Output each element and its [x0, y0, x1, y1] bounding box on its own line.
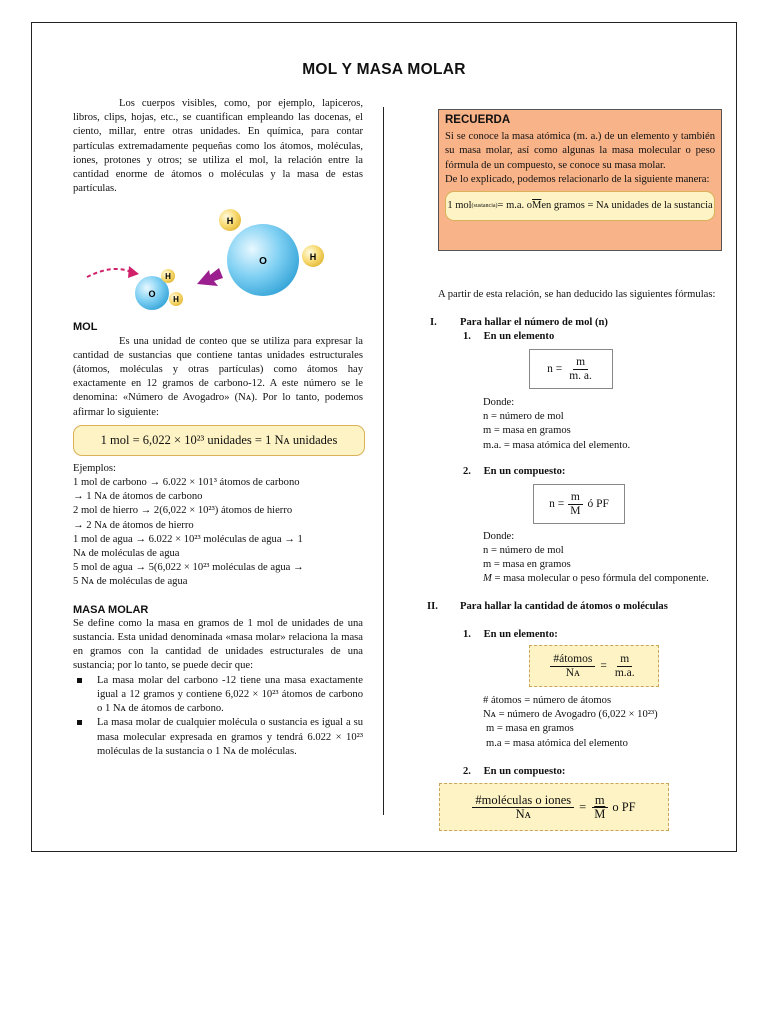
hydrogen-small-label-2: H	[173, 295, 179, 305]
water-molecule-figure	[73, 202, 363, 314]
molecule-illustration	[73, 202, 363, 314]
bullet-item: La masa molar del carbono -12 tiene una masa exactamente igual a 12 gramos y contiene 6,022 × 10²³ átomos de carbono o 1 Nᴀ de átomos de carbono.	[73, 674, 363, 717]
s1-compound-definitions: Donde: n = número de mol m = masa en gramos	[483, 531, 571, 571]
recuerda-box	[438, 109, 722, 251]
hydrogen-large-label-2: H	[309, 252, 317, 263]
example-line: 5 Nᴀ de moléculas de agua	[73, 576, 188, 588]
mol-paragraph: Es una unidad de conteo que se utiliza para expresar la cantidad de sustancias que contiene tantas unidades estructurales (átomos, moléculas y otras partículas) como átomos hay exactamente en 12 gramos de carbono-12. A este número se le denomina: «Número de Avogadro» (Nᴀ). Por lo tanto, podemos afirmar lo siguiente:	[73, 335, 363, 418]
s2-compound-heading: 2. En un compuesto:	[463, 766, 566, 777]
column-divider	[383, 107, 384, 815]
avogadro-formula-box	[73, 425, 365, 456]
ejemplos-label: Ejemplos:	[73, 462, 116, 474]
example-line: 2 mol de hierro → 2(6,022 × 10²³) átomos de hierro	[73, 505, 293, 517]
s1-element-heading: 1. En un elemento	[463, 331, 555, 342]
recuerda-text: Si se conoce la masa atómica (m. a.) de un elemento y también su masa molar, así como algunas la masa molecular o peso fórmula de un compuesto, se conoce su masa molar.	[445, 131, 715, 171]
example-line: → 1 Nᴀ de átomos de carbono	[73, 491, 203, 503]
examples-list	[73, 476, 363, 590]
masa-molar-bullets	[73, 674, 363, 759]
oxygen-large-label: O	[259, 256, 267, 268]
masa-molar-paragraph: Se define como la masa en gramos de 1 mol de unidades de una sustancia. Esta unidad denominada «masa molar» relaciona la masa en gramos con la cantidad de unidades estructurales de una sustancia; por lo tanto, se puede decir que:	[73, 617, 363, 672]
page-title: MOL Y MASA MOLAR	[302, 61, 466, 78]
masa-molar-heading: MASA MOLAR	[73, 603, 149, 616]
section-2-heading: II. Para hallar la cantidad de átomos o moléculas	[427, 601, 668, 612]
section-1-heading: I. Para hallar el número de mol (n)	[430, 317, 608, 328]
s2-element-heading: 1. En un elemento:	[463, 629, 558, 640]
s2-element-definitions: # átomos = número de átomos Nᴀ = número de Avogadro (6,022 × 10²³) m = masa en gramos m.a = masa atómica del elemento	[483, 695, 658, 749]
recuerda-formula-box: 1 mol (sustancia) = m.a. o $\overline{M}$ en gramos = Nᴀ unidades de la sustancia	[445, 191, 715, 221]
example-line: Nᴀ de moléculas de agua	[73, 548, 180, 560]
recuerda-text-2: De lo explicado, podemos relacionarlo de la siguiente manera:	[445, 173, 710, 185]
example-line: 5 mol de agua → 5(6,022 × 10²³ moléculas de agua →	[73, 562, 304, 574]
left-column	[73, 97, 363, 759]
bullet-item: La masa molar de cualquier molécula o sustancia es igual a su masa molecular expresada en gramos y tendrá 6.022 × 10²³ moléculas de la sustancia o 1 Nᴀ de moléculas.	[73, 716, 363, 759]
document-page	[31, 22, 737, 852]
mol-heading: MOL	[73, 321, 98, 334]
bullet-square-icon	[77, 720, 82, 725]
example-line: 1 mol de carbono → 6.022 × 101³ átomos de carbono	[73, 477, 300, 489]
right-column	[401, 109, 716, 829]
formulas-intro: A partir de esta relación, se han deducido las siguientes fórmulas:	[438, 289, 716, 300]
recuerda-title: RECUERDA	[445, 114, 511, 126]
bullet-square-icon	[77, 678, 82, 683]
oxygen-small-label: O	[148, 289, 156, 300]
intro-paragraph: Los cuerpos visibles, como, por ejemplo, lapiceros, libros, clips, hojas, etc., se cuantifican empleando las docenas, el ciento, millar, entre otras unidades. En química, para contar partículas extremadamente pequeñas como los átomos, moléculas, iones, protones y otros; se utiliza el mol, la relación entre la cantidad enorme de átomos o moléculas y la masa de estas partículas.	[73, 98, 363, 195]
example-line: → 2 Nᴀ de átomos de hierro	[73, 519, 194, 531]
formula-mol-compound: n = $\frac{m}{M}$ ó PF	[533, 484, 625, 524]
example-line: 1 mol de agua → 6.022 × 10²³ moléculas de agua → 1	[73, 533, 303, 545]
arrow-icon	[197, 268, 223, 286]
formula-mol-element: n = $\frac{m}{m. a.}$	[529, 349, 613, 389]
s1-compound-heading: 2. En un compuesto:	[463, 466, 566, 477]
hydrogen-small-label-1: H	[165, 272, 171, 282]
s1-element-definitions: Donde: n = número de mol m = masa en gramos m.a. = masa atómica del elemento.	[483, 397, 631, 451]
hydrogen-large-label-1: H	[226, 216, 234, 227]
avogadro-formula: 1 mol = 6,022 × 10²³ unidades = 1 Nᴀ unidades	[100, 433, 338, 448]
formula-atoms-element: $\frac{\text{\#átomos}}{\text{Nᴀ}}$ = $\frac{m}{m.a.}$	[529, 645, 659, 687]
formula-molecules-compound: $\frac{\text{\#moléculas o iones}}{\text{Nᴀ}}$ = $\frac{m}{M}$ o PF	[439, 783, 669, 831]
s1-compound-definition-3: M = masa molecular o peso fórmula del componente.	[483, 573, 709, 584]
